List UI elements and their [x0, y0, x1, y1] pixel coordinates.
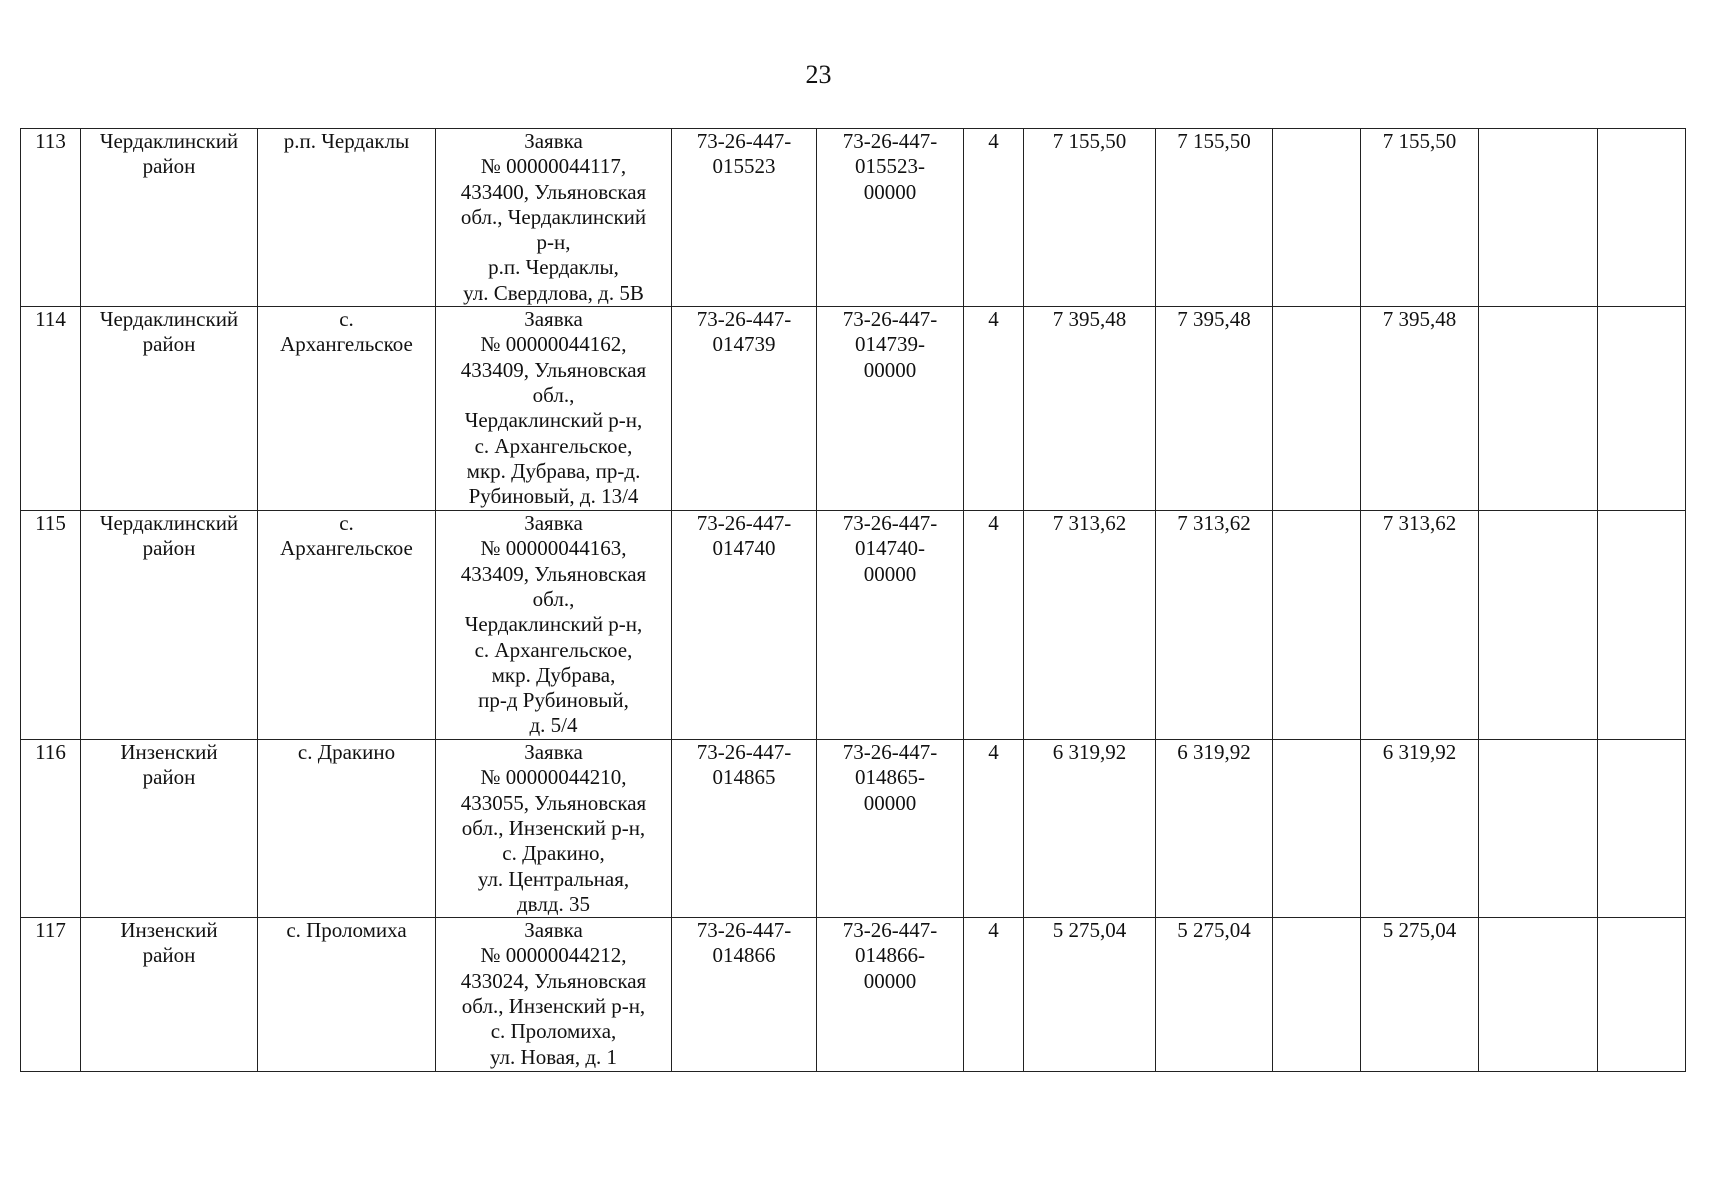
page-number: 23 [805, 60, 832, 89]
amount-cell: 7 155,50 [1156, 129, 1273, 307]
locality-cell: с. Архангельское [258, 511, 436, 740]
district-cell: Чердаклинский район [81, 129, 258, 307]
cadastral-code-cell: 73-26-447- 014739 [672, 307, 817, 511]
cadastral-code-cell: 73-26-447- 014740 [672, 511, 817, 740]
cadastral-code-cell: 73-26-447- 015523 [672, 129, 817, 307]
object-code-cell: 73-26-447- 014866- 00000 [817, 918, 964, 1072]
empty-cell [1479, 918, 1598, 1072]
empty-cell [1598, 740, 1686, 918]
address-cell: Заявка № 00000044163, 433409, Ульяновская обл., Чердаклинский р-н, с. Архангельское, мкр. Дубрава, пр-д Рубиновый, д. 5/4 [436, 511, 672, 740]
amount-cell: 7 155,50 [1024, 129, 1156, 307]
district-cell: Чердаклинский район [81, 511, 258, 740]
amount-cell: 7 313,62 [1361, 511, 1479, 740]
quantity-cell: 4 [964, 740, 1024, 918]
quantity-cell: 4 [964, 129, 1024, 307]
locality-cell: р.п. Чердаклы [258, 129, 436, 307]
amount-cell: 7 313,62 [1024, 511, 1156, 740]
address-cell: Заявка № 00000044210, 433055, Ульяновская обл., Инзенский р-н, с. Дракино, ул. Центральная, двлд. 35 [436, 740, 672, 918]
amount-cell: 6 319,92 [1156, 740, 1273, 918]
table-row [21, 307, 1686, 511]
amount-cell: 7 395,48 [1361, 307, 1479, 511]
quantity-cell: 4 [964, 511, 1024, 740]
empty-cell [1479, 511, 1598, 740]
empty-cell [1598, 307, 1686, 511]
table-row [21, 918, 1686, 1072]
empty-cell [1273, 129, 1361, 307]
address-cell: Заявка № 00000044212, 433024, Ульяновская обл., Инзенский р-н, с. Проломиха, ул. Новая, д. 1 [436, 918, 672, 1072]
address-cell: Заявка № 00000044117, 433400, Ульяновская обл., Чердаклинский р-н, р.п. Чердаклы, ул. Свердлова, д. 5В [436, 129, 672, 307]
amount-cell: 7 155,50 [1361, 129, 1479, 307]
object-code-cell: 73-26-447- 014865- 00000 [817, 740, 964, 918]
amount-cell: 7 395,48 [1024, 307, 1156, 511]
district-cell: Чердаклинский район [81, 307, 258, 511]
district-cell: Инзенский район [81, 918, 258, 1072]
empty-cell [1598, 511, 1686, 740]
empty-cell [1273, 918, 1361, 1072]
empty-cell [1479, 307, 1598, 511]
district-cell: Инзенский район [81, 740, 258, 918]
amount-cell: 5 275,04 [1156, 918, 1273, 1072]
row-number: 117 [21, 918, 81, 1072]
empty-cell [1273, 511, 1361, 740]
locality-cell: с. Проломиха [258, 918, 436, 1072]
amount-cell: 7 313,62 [1156, 511, 1273, 740]
object-code-cell: 73-26-447- 015523- 00000 [817, 129, 964, 307]
amount-cell: 6 319,92 [1361, 740, 1479, 918]
row-number: 116 [21, 740, 81, 918]
quantity-cell: 4 [964, 918, 1024, 1072]
empty-cell [1479, 129, 1598, 307]
amount-cell: 7 395,48 [1156, 307, 1273, 511]
object-code-cell: 73-26-447- 014740- 00000 [817, 511, 964, 740]
empty-cell [1479, 740, 1598, 918]
empty-cell [1273, 740, 1361, 918]
row-number: 114 [21, 307, 81, 511]
cadastral-code-cell: 73-26-447- 014866 [672, 918, 817, 1072]
quantity-cell: 4 [964, 307, 1024, 511]
empty-cell [1598, 129, 1686, 307]
table-row [21, 511, 1686, 740]
empty-cell [1273, 307, 1361, 511]
address-cell: Заявка № 00000044162, 433409, Ульяновская обл., Чердаклинский р-н, с. Архангельское, мкр. Дубрава, пр-д. Рубиновый, д. 13/4 [436, 307, 672, 511]
registry-table [20, 128, 1686, 1072]
amount-cell: 5 275,04 [1024, 918, 1156, 1072]
locality-cell: с. Архангельское [258, 307, 436, 511]
amount-cell: 5 275,04 [1361, 918, 1479, 1072]
amount-cell: 6 319,92 [1024, 740, 1156, 918]
locality-cell: с. Дракино [258, 740, 436, 918]
row-number: 113 [21, 129, 81, 307]
cadastral-code-cell: 73-26-447- 014865 [672, 740, 817, 918]
empty-cell [1598, 918, 1686, 1072]
row-number: 115 [21, 511, 81, 740]
object-code-cell: 73-26-447- 014739- 00000 [817, 307, 964, 511]
table-row [21, 129, 1686, 307]
table-row [21, 740, 1686, 918]
